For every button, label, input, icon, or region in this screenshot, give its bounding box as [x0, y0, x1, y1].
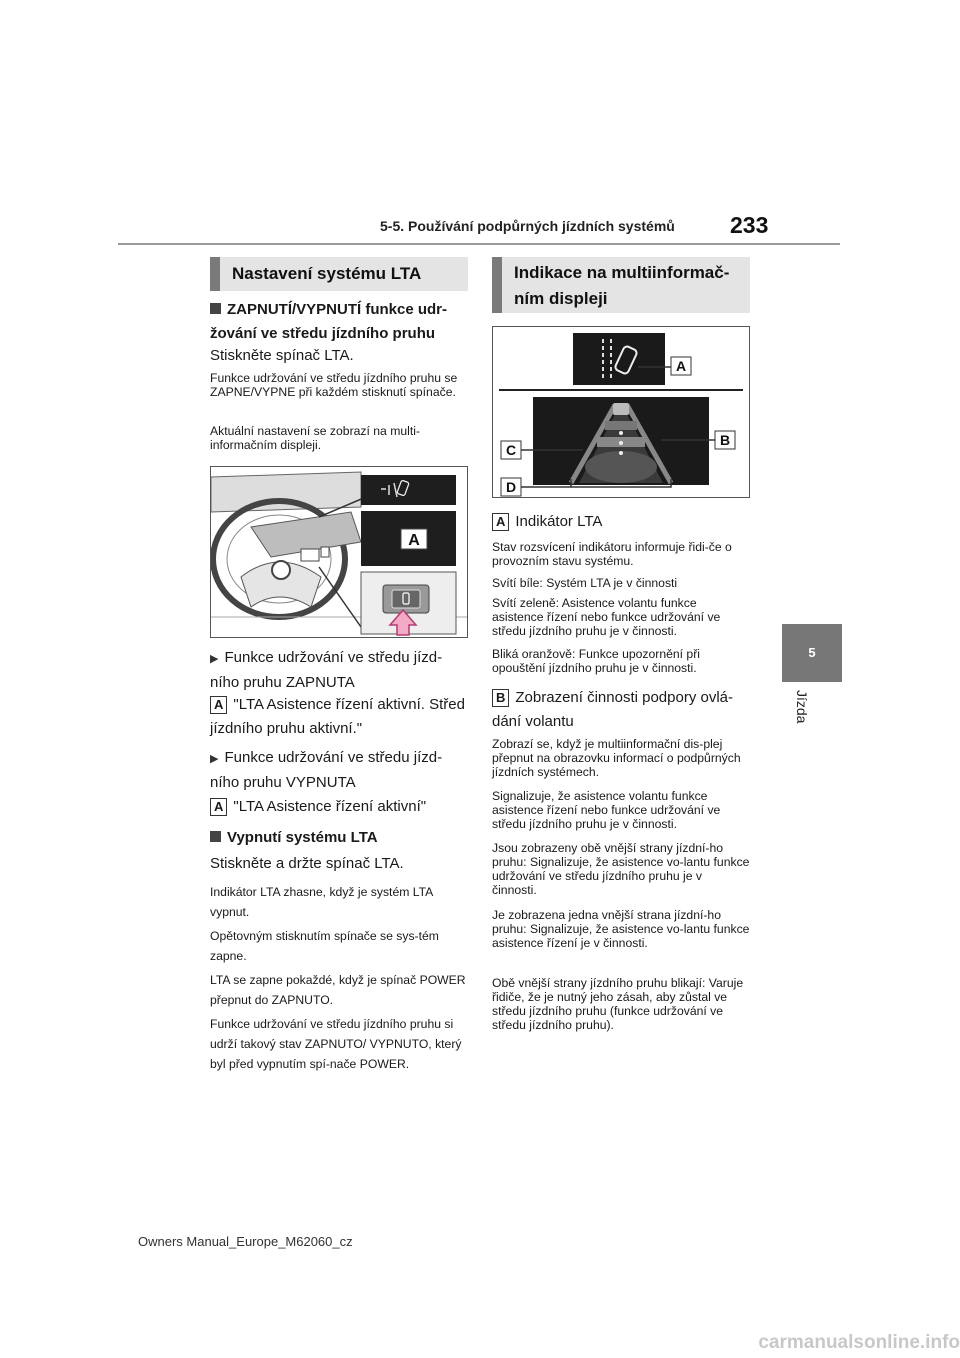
instruction-hold-switch: Stiskněte a držte spínač LTA. — [210, 855, 404, 872]
chapter-label: Jízda — [794, 690, 810, 724]
paragraph: Jsou zobrazeny obě vnější strany jízdní-ho pruhu: Signalizuje, že asistence vo-lantu funkce udržování ve středu jízdního pruhu je v činnosti. — [492, 841, 750, 897]
square-bullet-icon — [210, 831, 221, 842]
heading-disable-lta: Vypnutí systému LTA — [210, 826, 468, 850]
chapter-tab: 5 — [782, 624, 842, 682]
footer-doc-id: Owners Manual_Europe_M62060_cz — [138, 1234, 353, 1249]
figure-callout-c: C — [505, 442, 517, 458]
callout-label-b: B — [492, 689, 509, 707]
paragraph: LTA se zapne pokaždé, když je spínač POWER přepnut do ZAPNUTO. — [210, 973, 466, 1007]
callout-label-a: A — [210, 696, 227, 714]
paragraph: Svítí bíle: Systém LTA je v činnosti — [492, 576, 678, 590]
paragraph: Svítí zeleně: Asistence volantu funkce asistence řízení nebo funkce udržování ve středu jízdního pruhu je v činnosti. — [492, 596, 721, 638]
section-title-display-indication: Indikace na multiinformač-ním displeji — [492, 257, 750, 313]
message-off: A "LTA Asistence řízení aktivní" — [210, 795, 468, 819]
paragraph: Aktuální nastavení se zobrazí na multi-informačním displeji. — [210, 424, 421, 452]
watermark: carmanualsonline.info — [758, 1332, 960, 1353]
paragraph: Bliká oranžově: Funkce upozornění při opouštění jízdního pruhu je v činnosti. — [492, 647, 700, 675]
callout-label-a: A — [492, 513, 509, 531]
square-bullet-icon — [210, 303, 221, 314]
paragraph: Opětovným stisknutím spínače se sys-tém zapne. — [210, 929, 439, 963]
figure-steering-wheel — [210, 466, 468, 638]
callout-label-a: A — [210, 798, 227, 816]
paragraph: Signalizuje, že asistence volantu funkce asistence řízení nebo funkce udržování ve středu jízdního pruhu je v činnosti. — [492, 789, 721, 831]
paragraph: Funkce udržování ve středu jízdního pruhu si udrží takový stav ZAPNUTO/ VYPNUTO, který byl před vypnutím spí-nače POWER. — [210, 1017, 462, 1071]
paragraph: Obě vnější strany jízdního pruhu blikají: Varuje řidiče, že je nutný jeho zásah, aby zůstal ve středu jízdního pruhu (funkce udržování ve středu jízdního pruhu). — [492, 976, 744, 1032]
figure-callout-d: D — [505, 479, 517, 495]
figure-multi-info-display — [492, 326, 750, 498]
item-a-title: A Indikátor LTA — [492, 510, 750, 534]
item-b-title: B Zobrazení činnosti podpory ovlá-dání volantu — [492, 689, 734, 730]
heading-on-off: ZAPNUTÍ/VYPNUTÍ funkce udr-žování ve středu jízdního pruhu — [210, 301, 448, 342]
bullet-on: ▶ Funkce udržování ve středu jízd-ního pruhu ZAPNUTA — [210, 649, 443, 691]
paragraph: Stav rozsvícení indikátoru informuje řidi-če o provozním stavu systému. — [492, 540, 732, 568]
figure-callout-b: B — [719, 432, 731, 448]
message-on: A "LTA Asistence řízení aktivní. Střed jízdního pruhu aktivní." — [210, 696, 465, 737]
page-number: 233 — [730, 212, 769, 238]
paragraph: Funkce udržování ve středu jízdního pruhu se ZAPNE/VYPNE při každém stisknutí spínače. — [210, 371, 458, 399]
triangle-bullet-icon: ▶ — [210, 753, 219, 765]
section-title-lta-settings: Nastavení systému LTA — [210, 257, 468, 291]
figure-callout-a: A — [675, 358, 687, 374]
bullet-off: ▶ Funkce udržování ve středu jízd-ního pruhu VYPNUTA — [210, 749, 443, 791]
figure-callout-a: A — [408, 532, 420, 549]
paragraph: Indikátor LTA zhasne, když je systém LTA vypnut. — [210, 885, 433, 919]
steering-wheel-illustration — [211, 467, 467, 637]
running-header: 5-5. Používání podpůrných jízdních systémů — [380, 218, 675, 234]
triangle-bullet-icon: ▶ — [210, 653, 219, 665]
paragraph: Je zobrazena jedna vnější strana jízdní-ho pruhu: Signalizuje, že asistence vo-lantu funkce asistence řízení je v činnosti. — [492, 908, 750, 950]
instruction-press-switch: Stiskněte spínač LTA. — [210, 347, 354, 364]
header-divider — [118, 243, 840, 245]
paragraph: Zobrazí se, když je multiinformační dis-plej přepnut na obrazovku informací o podpůrných jízdních systémech. — [492, 737, 741, 779]
display-illustration — [493, 327, 749, 497]
